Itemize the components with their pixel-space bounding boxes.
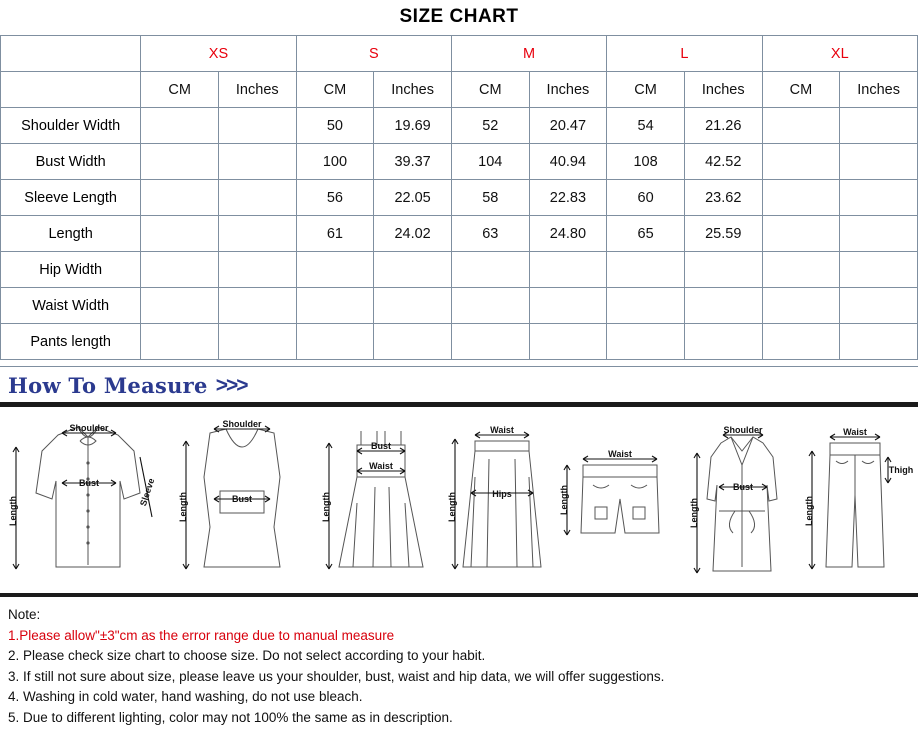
cell bbox=[141, 324, 219, 360]
row-label: Bust Width bbox=[1, 144, 141, 180]
note-line-4: 4. Washing in cold water, hand washing, do not use bleach. bbox=[8, 689, 363, 705]
cell: 100 bbox=[296, 144, 374, 180]
how-to-measure-section bbox=[0, 366, 918, 597]
measure-figures bbox=[0, 407, 918, 597]
cell bbox=[684, 252, 762, 288]
cell bbox=[607, 324, 685, 360]
figure-shorts bbox=[555, 407, 685, 593]
cell: 61 bbox=[296, 216, 374, 252]
row-label: Waist Width bbox=[1, 288, 141, 324]
label-sleeve: Sleeve bbox=[137, 476, 157, 508]
figure-trousers bbox=[800, 407, 918, 593]
cell bbox=[451, 288, 529, 324]
cell: 58 bbox=[451, 180, 529, 216]
cell bbox=[141, 180, 219, 216]
label-bust: Bust bbox=[232, 494, 252, 504]
cell bbox=[141, 144, 219, 180]
corner-cell-2 bbox=[1, 72, 141, 108]
cell bbox=[218, 252, 296, 288]
cell bbox=[762, 216, 840, 252]
cell bbox=[607, 288, 685, 324]
label-waist: Waist bbox=[369, 461, 393, 471]
label-shoulder: Shoulder bbox=[723, 425, 763, 435]
row-label: Hip Width bbox=[1, 252, 141, 288]
size-chart-table bbox=[0, 35, 918, 360]
arrows-icon: >>> bbox=[215, 374, 247, 397]
cell bbox=[840, 144, 918, 180]
table-row bbox=[1, 108, 918, 144]
label-length: Length bbox=[689, 498, 699, 528]
cell bbox=[141, 252, 219, 288]
cell: 65 bbox=[607, 216, 685, 252]
figure-blouse bbox=[0, 407, 170, 593]
unit-header-xl-cm: CM bbox=[762, 72, 840, 108]
unit-header-xl-in: Inches bbox=[840, 72, 918, 108]
table-row bbox=[1, 144, 918, 180]
cell: 25.59 bbox=[684, 216, 762, 252]
label-length: Length bbox=[559, 485, 569, 515]
unit-header-xs-in: Inches bbox=[218, 72, 296, 108]
cell: 39.37 bbox=[374, 144, 452, 180]
cell bbox=[218, 288, 296, 324]
row-label: Pants length bbox=[1, 324, 141, 360]
cell bbox=[374, 324, 452, 360]
cell: 23.62 bbox=[684, 180, 762, 216]
cell bbox=[762, 252, 840, 288]
cell bbox=[296, 324, 374, 360]
unit-header-l-in: Inches bbox=[684, 72, 762, 108]
table-row bbox=[1, 216, 918, 252]
label-length: Length bbox=[321, 492, 331, 522]
label-waist: Waist bbox=[843, 427, 867, 437]
cell bbox=[840, 288, 918, 324]
note-line-2: 2. Please check size chart to choose size. Do not select according to your habit. bbox=[8, 648, 486, 664]
cell: 22.83 bbox=[529, 180, 607, 216]
cell bbox=[607, 252, 685, 288]
cell bbox=[296, 252, 374, 288]
note-line-3: 3. If still not sure about size, please leave us your shoulder, bust, waist and hip data, we will offer suggestions. bbox=[8, 668, 665, 684]
label-waist: Waist bbox=[490, 425, 514, 435]
cell: 24.80 bbox=[529, 216, 607, 252]
note-line-1: 1.Please allow"±3"cm as the error range due to manual measure bbox=[8, 627, 395, 643]
label-shoulder: Shoulder bbox=[222, 419, 262, 429]
unit-header-xs-cm: CM bbox=[141, 72, 219, 108]
unit-header-s-cm: CM bbox=[296, 72, 374, 108]
cell bbox=[141, 216, 219, 252]
corner-cell bbox=[1, 36, 141, 72]
label-shoulder: Shoulder bbox=[69, 423, 109, 433]
unit-header-m-in: Inches bbox=[529, 72, 607, 108]
row-label: Sleeve Length bbox=[1, 180, 141, 216]
size-header-m: M bbox=[451, 36, 606, 72]
label-thigh: Thigh bbox=[888, 465, 914, 475]
table-row bbox=[1, 288, 918, 324]
cell bbox=[218, 144, 296, 180]
cell: 42.52 bbox=[684, 144, 762, 180]
cell bbox=[451, 324, 529, 360]
cell: 21.26 bbox=[684, 108, 762, 144]
cell bbox=[218, 180, 296, 216]
cell bbox=[840, 324, 918, 360]
cell bbox=[218, 216, 296, 252]
table-header-sizes bbox=[1, 36, 918, 72]
cell: 52 bbox=[451, 108, 529, 144]
row-label: Length bbox=[1, 216, 141, 252]
cell bbox=[762, 288, 840, 324]
label-length: Length bbox=[804, 496, 814, 526]
how-to-measure-title: How To Measure bbox=[8, 373, 208, 398]
size-header-s: S bbox=[296, 36, 451, 72]
cell bbox=[529, 288, 607, 324]
cell: 19.69 bbox=[374, 108, 452, 144]
figure-skater-dress bbox=[315, 407, 445, 593]
label-bust: Bust bbox=[371, 441, 391, 451]
figure-skirt bbox=[445, 407, 555, 593]
label-waist: Waist bbox=[608, 449, 632, 459]
cell bbox=[840, 216, 918, 252]
cell bbox=[840, 180, 918, 216]
row-label: Shoulder Width bbox=[1, 108, 141, 144]
size-header-l: L bbox=[607, 36, 762, 72]
cell: 50 bbox=[296, 108, 374, 144]
cell bbox=[684, 324, 762, 360]
table-row bbox=[1, 180, 918, 216]
unit-header-m-cm: CM bbox=[451, 72, 529, 108]
size-header-xl: XL bbox=[762, 36, 917, 72]
cell bbox=[762, 324, 840, 360]
cell: 24.02 bbox=[374, 216, 452, 252]
table-row bbox=[1, 252, 918, 288]
cell bbox=[529, 252, 607, 288]
cell: 40.94 bbox=[529, 144, 607, 180]
cell bbox=[840, 252, 918, 288]
cell: 56 bbox=[296, 180, 374, 216]
notes-heading: Note: bbox=[8, 607, 41, 622]
cell bbox=[218, 324, 296, 360]
cell bbox=[840, 108, 918, 144]
cell: 104 bbox=[451, 144, 529, 180]
note-line-5: 5. Due to different lighting, color may not 100% the same as in description. bbox=[8, 709, 453, 725]
unit-header-l-cm: CM bbox=[607, 72, 685, 108]
label-length: Length bbox=[8, 496, 18, 526]
cell bbox=[141, 288, 219, 324]
cell: 63 bbox=[451, 216, 529, 252]
cell bbox=[684, 288, 762, 324]
figure-tank-top bbox=[170, 407, 315, 593]
cell bbox=[762, 144, 840, 180]
cell: 108 bbox=[607, 144, 685, 180]
cell bbox=[762, 180, 840, 216]
size-header-xs: XS bbox=[141, 36, 296, 72]
unit-header-s-in: Inches bbox=[374, 72, 452, 108]
how-to-measure-header bbox=[0, 367, 918, 400]
table-header-units bbox=[1, 72, 918, 108]
label-length: Length bbox=[178, 492, 188, 522]
label-bust: Bust bbox=[733, 482, 753, 492]
cell bbox=[529, 324, 607, 360]
notes-section bbox=[0, 597, 918, 728]
cell bbox=[218, 108, 296, 144]
cell bbox=[762, 108, 840, 144]
cell: 22.05 bbox=[374, 180, 452, 216]
label-bust: Bust bbox=[79, 478, 99, 488]
cell: 54 bbox=[607, 108, 685, 144]
page-title: SIZE CHART bbox=[399, 6, 519, 27]
cell: 60 bbox=[607, 180, 685, 216]
table-row bbox=[1, 324, 918, 360]
cell bbox=[296, 288, 374, 324]
label-length: Length bbox=[447, 492, 457, 522]
figure-long-coat bbox=[685, 407, 800, 593]
cell bbox=[374, 252, 452, 288]
cell: 20.47 bbox=[529, 108, 607, 144]
cell bbox=[374, 288, 452, 324]
cell bbox=[451, 252, 529, 288]
label-hips: Hips bbox=[492, 489, 512, 499]
cell bbox=[141, 108, 219, 144]
